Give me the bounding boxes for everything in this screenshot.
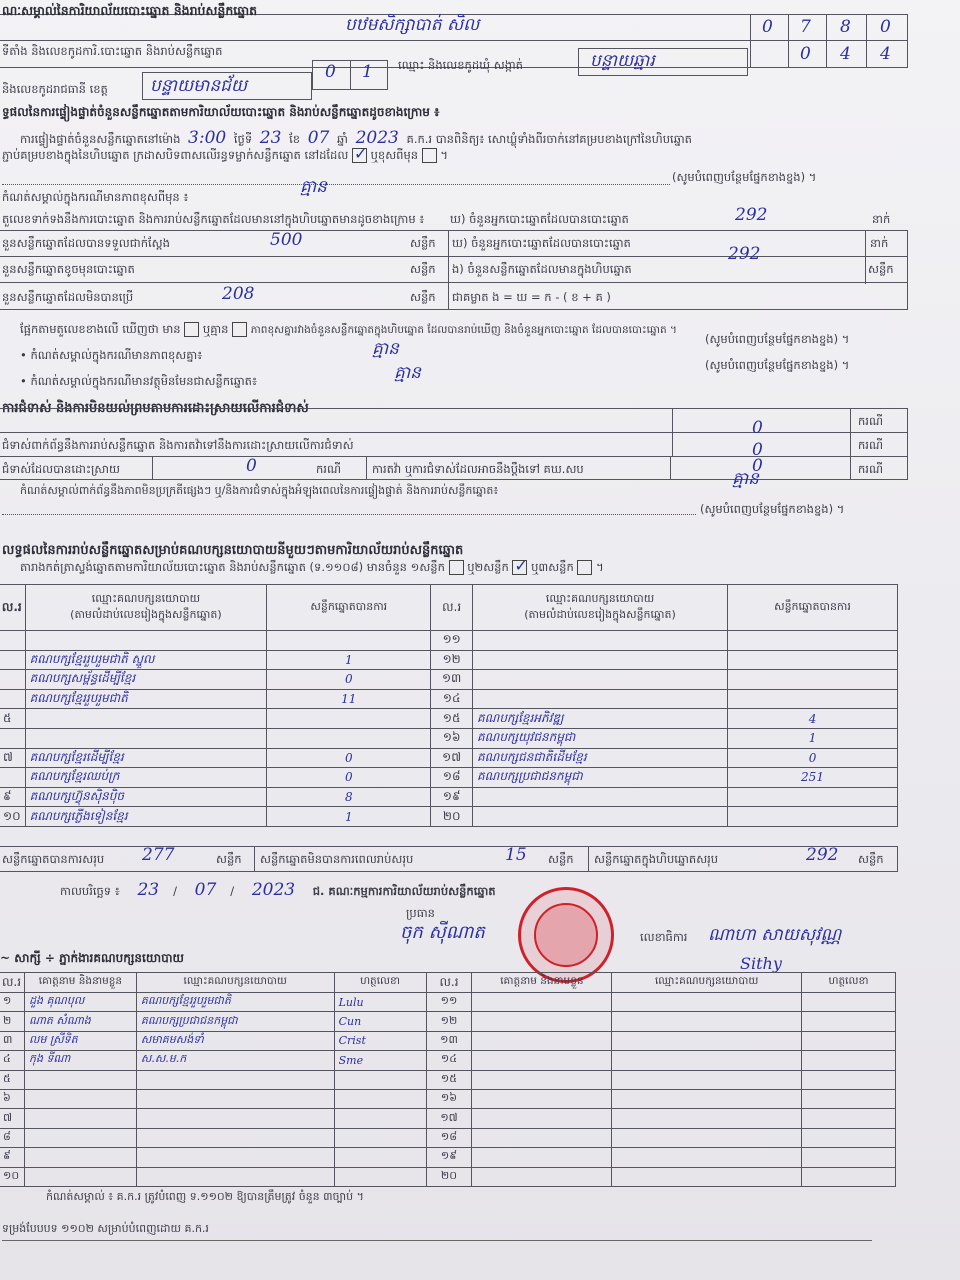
form-note: ទម្រង់បែបបទ ១១០២ សម្រាប់បំពេញដោយ គ.ក.រ — [2, 1222, 209, 1235]
committee: ជ. គណៈកម្មការការិយាល័យរាប់សន្លឹកឆ្នោត — [312, 884, 496, 898]
commune-value: បន្ទាយឆ្មារ — [590, 51, 655, 71]
changed-checkbox[interactable] — [422, 148, 437, 163]
commune-code-1: 0 — [800, 44, 811, 64]
voters-label-2: ឃ) ចំនួនអ្នកបោះឆ្នោតដែលបានបោះឆ្នោត — [452, 236, 631, 250]
inbox-unit: សន្លឹក — [868, 262, 894, 276]
objection-row1b-unit: ករណី — [858, 438, 883, 452]
table-row: ៤ កុង ទីណា ស.ស.ម.ក Sme ១៤ — [0, 1051, 896, 1070]
table-row: ២ ណាត សំណាង គណបក្សប្រជាជនកម្ពុជា Cun ១២ — [0, 1012, 896, 1031]
no-diff-checkbox[interactable] — [232, 322, 247, 337]
secretary-signature: Sithy — [740, 954, 782, 973]
table-row: ១០ គណបក្សភ្លើងទៀនខ្មែរ 1 ២០ — [0, 807, 898, 827]
office-code-2: 7 — [800, 17, 811, 37]
table-row: ១០ ២០ — [0, 1167, 896, 1186]
inbox-value: 292 — [728, 244, 761, 264]
total-valid-label: សន្លឹកឆ្នោតបានការសរុប — [2, 852, 105, 866]
secretary-name: ណាហា សាយសុវណ្ណ — [708, 925, 842, 945]
two-sheets-label: ឬ២សន្លឹក — [467, 560, 509, 574]
table-row: ១៦ គណបក្សយុវជនកម្ពុជា 1 — [0, 728, 898, 748]
compare-row — [20, 322, 677, 339]
table-row: ៧ ១៧ — [0, 1109, 896, 1128]
col-party-left — [25, 585, 267, 631]
notes-hint-1: (សូមបំពេញបន្ថែមផ្នែកខាងខ្នង) ។ — [672, 170, 817, 184]
office-code-4: 0 — [880, 17, 891, 37]
objection-row1-label: ជំទាស់ពាក់ព័ន្ធនឹងការរាប់សន្លឹកឆ្នោត និងការតវ៉ាទៅនឹងការដោះស្រាយលើការជំទាស់ — [2, 438, 354, 452]
verify-time: 3:00 — [188, 128, 227, 148]
witness-table — [0, 972, 896, 1187]
table-row: ៨ ១៨ — [0, 1128, 896, 1147]
section2-title: ការជំទាស់ និងការមិនយល់ព្រមតាមការដោះស្រាយលើការជំទាស់ — [2, 401, 309, 416]
table-row: គណបក្សខ្មែររួបរួមជាតិ ស្នួល 1 ១២ — [0, 650, 898, 670]
objection-row2-value: 0 — [246, 456, 257, 476]
objection-row3-label: ការតវ៉ា ឬការជំទាស់ដែលអាចនឹងប្តឹងទៅ គឃ.សប — [372, 462, 584, 476]
chief-signature: ចុក ស៊ីណាត — [400, 922, 485, 943]
verify-label: ការផ្ទៀងផ្ទាត់ចំនួនសន្លឹកឆ្នោតនៅម៉ោង — [20, 132, 181, 146]
unused-value: 208 — [222, 284, 255, 304]
verify-month: 07 — [307, 128, 330, 148]
table-row: គណបក្សខ្មែរឈប់ក្រ 0 ១៨ គណបក្សប្រជាជនកម្ពុជា 251 — [0, 768, 898, 788]
wcol-party-left: ឈ្មោះគណបក្សនយោបាយ — [136, 973, 334, 993]
province-code-2: 1 — [362, 62, 373, 82]
unused-label: នួនសន្លឹកឆ្នោតដែលមិនបានប្រើ — [2, 290, 134, 304]
official-stamp — [518, 887, 614, 983]
table-row: ៣ លម ស្រីទិត សមាគមសង់ទាំ Crist ១៣ — [0, 1031, 896, 1050]
witness-title: ~ សាក្សី ÷ ភ្នាក់ងារគណបក្សនយោបាយ — [0, 951, 184, 965]
col-party-left-title: ឈ្មោះគណបក្សនយោបាយ — [91, 591, 201, 605]
other-value: គ្មាន — [732, 469, 759, 489]
total-valid-value: 277 — [142, 845, 175, 865]
inbox-label: ង) ចំនួនសន្លឹកឆ្នោតដែលមានក្នុងហិបឆ្នោត — [452, 262, 632, 276]
table-row: ១១ — [0, 631, 898, 651]
office-value: បឋមសិក្សាបាត់ សិល — [345, 15, 480, 35]
objection-row2-label: ជំទាស់ដែលបានដោះស្រាយ — [2, 462, 120, 476]
secretary-label: លេខាធិការ — [640, 930, 688, 944]
office-code-1: 0 — [762, 17, 773, 37]
table-row: ៥ ១៥ គណបក្សខ្មែរអភិវឌ្ឍ 4 — [0, 709, 898, 729]
province-value: បន្ទាយមានជ័យ — [150, 76, 248, 96]
table-row: ៩ គណបក្សហ៊្វុនស៊ិនប៉ិច 8 ១៩ — [0, 787, 898, 807]
wcol-name-right: គោត្តនាម និងនាមខ្លួន — [472, 973, 612, 993]
col-votes-right: សន្លឹកឆ្នោតបានការ — [728, 585, 898, 631]
section3-title: លទ្ធផលនៃការរាប់សន្លឹកឆ្នោតសម្រាប់គណបក្សនយោបាយនីមួយៗតាមការិយាល័យរាប់សន្លឹកឆ្នោត — [2, 543, 464, 558]
note-irreg-value: គ្មាន — [394, 363, 421, 383]
voters-unit-2: នាក់ — [870, 236, 889, 250]
office-code-3: 8 — [840, 17, 851, 37]
total-box-value: 292 — [806, 845, 839, 865]
table-row: ៧ គណបក្សខ្មែរដើម្បីខ្មែរ 0 ១៧ គណបក្សជនជាតិដើមខ្មែរ 0 — [0, 748, 898, 768]
after-year-text: គ.ក.រ បានពិនិត្យ៖ សោឃ្លុំទាំងពីរចាក់នៅគម្របខាងក្រៅនៃហិបឆ្នោត — [406, 132, 692, 146]
unchanged-checkbox[interactable] — [352, 148, 367, 163]
office-label: ទីតាំង និងលេខកូដការិ.បោះឆ្នោត និងរាប់សន្លឹកឆ្នោត — [2, 44, 223, 58]
notes-hint-2: (សូមបំពេញបន្ថែមផ្នែកខាងខ្នង) ។ — [705, 332, 850, 346]
year-label: ឆ្នាំ — [336, 132, 348, 146]
changed-label: ឬខុសពីមុន — [370, 148, 419, 162]
total-box-unit: សន្លឹក — [858, 852, 884, 866]
date-row: កាលបរិច្ឆេទ ៖ 23 / 07 / 2023 ជ. គណៈកម្មការការិយាល័យរាប់សន្លឹកឆ្នោត — [60, 880, 496, 900]
sheets-row: តារាងកត់ត្រាស្ទង់ឆ្នោតតាមការិយាល័យបោះឆ្នោត និងរាប់សន្លឹកឆ្នោត (ទ.១១០៨) មានចំនួន ១សន្លឹក ឬ២សន្លឹក ✓ ឬ៣សន្លឹក ។ — [20, 560, 604, 577]
wcol-party-right: ឈ្មោះគណបក្សនយោបាយ — [612, 973, 802, 993]
note-irreg-label: • កំណត់សម្គាល់ក្នុងករណីមានវត្ថុមិនមែនជាសន្លឹកឆ្នោត៖ — [20, 374, 258, 388]
diff-label: កំណត់សម្គាល់ក្នុងករណីមានភាពខុសពីមុន ៖ — [2, 190, 189, 204]
verify-year: 2023 — [355, 128, 399, 148]
col-party-right-title: ឈ្មោះគណបក្សនយោបាយ — [545, 591, 655, 605]
province-code-1: 0 — [325, 62, 336, 82]
lock-text-row: ភ្ជាប់គម្របខាងក្នុងនៃហិបឆ្នោត ក្រដាសបិទពាសលើរន្ធទម្លាក់សន្លឹកឆ្នោត នៅដដែល ✓ ឬខុសពីមុន ។ — [2, 148, 448, 165]
wcol-name-left: គោត្តនាម និងនាមខ្លួន — [24, 973, 136, 993]
commune-label: ឈ្មោះ និងលេខកូដឃុំ សង្កាត់ — [398, 58, 523, 72]
date-month: 07 — [194, 880, 217, 900]
received-label: នួនសន្លឹកឆ្នោតដែលបានទទួលជាក់ស្តែង — [2, 236, 170, 250]
commune-code-3: 4 — [880, 44, 891, 64]
other-label: កំណត់សម្គាល់ពាក់ព័ន្ធនឹងភាពមិនប្រក្រតីផ្សេងៗ ឬ/និងការជំទាស់ក្នុងអំឡុងពេលនៃការផ្ទៀងផ្ទាត់ និងការរាប់សន្លឹកឆ្នោត៖ — [20, 484, 499, 497]
objection-row3-unit: ករណី — [858, 462, 883, 476]
col-no-right: ល.រ — [431, 585, 473, 631]
three-sheets-checkbox[interactable] — [577, 560, 592, 575]
header-title: ណៈសម្គាល់នៃការិយាល័យបោះឆ្នោត និងរាប់សន្លឹកឆ្នោត — [2, 3, 258, 18]
voters-value: 292 — [735, 205, 768, 225]
date-label: កាលបរិច្ឆេទ ៖ — [60, 884, 120, 898]
wcol-no-left: ល.រ — [0, 973, 24, 993]
col-party-right-sub: (តាមលំដាប់លេខរៀងក្នុងសន្លឹកឆ្នោត) — [524, 607, 676, 621]
voters-unit: នាក់ — [872, 212, 891, 226]
col-party-left-sub: (តាមលំដាប់លេខរៀងក្នុងសន្លឹកឆ្នោត) — [70, 607, 222, 621]
counts-label: តួលេខទាក់ទងនឹងការបោះឆ្នោត និងការរាប់សន្លឹកឆ្នោតដែលមាននៅក្នុងហិបឆ្នោតមានដូចខាងក្រោម ៖ — [2, 212, 425, 226]
received-value: 500 — [270, 230, 303, 250]
verify-day: 23 — [259, 128, 282, 148]
has-diff-checkbox[interactable] — [184, 322, 199, 337]
table-row: គណបក្សខ្មែររួបរួមជាតិ 11 ១៤ — [0, 689, 898, 709]
total-invalid-label: សន្លឹកឆ្នោតមិនបានការពេលរាប់សរុប — [260, 852, 414, 866]
total-box-label: សន្លឹកឆ្នោតក្នុងហិបឆ្នោតសរុប — [594, 852, 719, 866]
two-sheets-checkbox[interactable] — [512, 560, 527, 575]
total-invalid-unit: សន្លឹក — [548, 852, 574, 866]
total-valid-unit: សន្លឹក — [216, 852, 242, 866]
table-row: ៦ ១៦ — [0, 1089, 896, 1108]
footer-note: កំណត់សម្គាល់ ៖ គ.ក.រ ត្រូវបំពេញ ទ.១១០២ ឱ្យបានត្រឹមត្រូវ ចំនួន ៣ច្បាប់ ។ — [46, 1190, 364, 1203]
commune-code-2: 4 — [840, 44, 851, 64]
formula: ជាគម្លាត ង = ឃ = ក - ( ខ + គ ) — [452, 290, 611, 304]
party-results-table — [0, 584, 898, 827]
wcol-sig-right: ហត្ថលេខា — [802, 973, 896, 993]
note-diff-value: គ្មាន — [372, 339, 399, 359]
objection-row1-unit: ករណី — [858, 414, 883, 428]
compare-or: ឬគ្មាន — [202, 322, 229, 336]
date-year: 2023 — [251, 880, 296, 900]
chief-label: ប្រធាន — [406, 906, 435, 920]
date-day: 23 — [137, 880, 160, 900]
objection-row3-value: 0 — [752, 456, 763, 476]
totals-row — [0, 846, 898, 872]
party-rows — [0, 631, 898, 827]
diff-value: គ្មាន — [300, 177, 327, 197]
one-sheet-checkbox[interactable] — [449, 560, 464, 575]
compare-text: ផ្អែកតាមតួលេខខាងលើ ឃើញថា មាន — [20, 322, 181, 336]
objection-row1-value: 0 — [752, 418, 763, 438]
total-invalid-value: 15 — [505, 845, 527, 865]
day-label: ថ្ងៃទី — [233, 132, 253, 146]
sheets-text: តារាងកត់ត្រាស្ទង់ឆ្នោតតាមការិយាល័យបោះឆ្នោត និងរាប់សន្លឹកឆ្នោត (ទ.១១០៨) មានចំនួន ១សន្លឹក — [20, 560, 445, 574]
lock-text: ភ្ជាប់គម្របខាងក្នុងនៃហិបឆ្នោត ក្រដាសបិទពាសលើរន្ធទម្លាក់សន្លឹកឆ្នោត នៅដដែល — [2, 148, 349, 162]
unused-unit: សន្លឹក — [410, 290, 436, 304]
table-row: ៥ ១៥ — [0, 1070, 896, 1089]
province-label: និងលេខកូដរាជធានី ខេត្ត — [2, 82, 108, 96]
col-votes-left: សន្លឹកឆ្នោតបានការ — [267, 585, 431, 631]
month-label: ខែ — [289, 132, 301, 146]
wcol-sig-left: ហត្ថលេខា — [334, 973, 426, 993]
table-row: គណបក្សសម្ព័ន្ធដើម្បីខ្មែរ 0 ១៣ — [0, 670, 898, 690]
voters-label: ឃ) ចំនួនអ្នកបោះឆ្នោតដែលបានបោះឆ្នោត — [450, 212, 629, 226]
three-sheets-label: ឬ៣សន្លឹក — [531, 560, 574, 574]
objection-row2-unit: ករណី — [316, 462, 341, 476]
wcol-no-right: ល.រ — [426, 973, 472, 993]
compare-rest: ភាពខុសគ្នារវាងចំនួនសន្លឹកឆ្នោតក្នុងហិបឆ្នោត ដែលបានរាប់ឃើញ និងចំនួនអ្នកបោះឆ្នោត ដែលបានបោះឆ្នោត ។ — [250, 324, 677, 336]
spoiled-label: នួនសន្លឹកឆ្នោតខូចមុនបោះឆ្នោត — [2, 262, 135, 276]
note-diff-label: • កំណត់សម្គាល់ក្នុងករណីមានភាពខុសគ្នា៖ — [20, 348, 203, 362]
notes-hint-4: (សូមបំពេញបន្ថែមផ្នែកខាងខ្នង) ។ — [700, 502, 845, 516]
objection-row1b-value: 0 — [752, 440, 763, 460]
notes-hint-3: (សូមបំពេញបន្ថែមផ្នែកខាងខ្នង) ។ — [705, 358, 850, 372]
table-row: ៩ ១៩ — [0, 1148, 896, 1167]
col-no-left: ល.រ — [0, 585, 25, 631]
table-row: ១ ដួង គុណបុល គណបក្សខ្មែររួបរួមជាតិ Lulu ១១ — [0, 993, 896, 1012]
spoiled-unit: សន្លឹក — [410, 262, 436, 276]
section1-title: ទ្ធផលនៃការផ្ទៀងផ្ទាត់ចំនួនសន្លឹកឆ្នោតតាមការិយាល័យបោះឆ្នោត និងរាប់សន្លឹកឆ្នោតដូចខាងក្រោម ៖ — [2, 105, 440, 119]
received-unit: សន្លឹក — [410, 236, 436, 250]
col-party-right — [473, 585, 728, 631]
